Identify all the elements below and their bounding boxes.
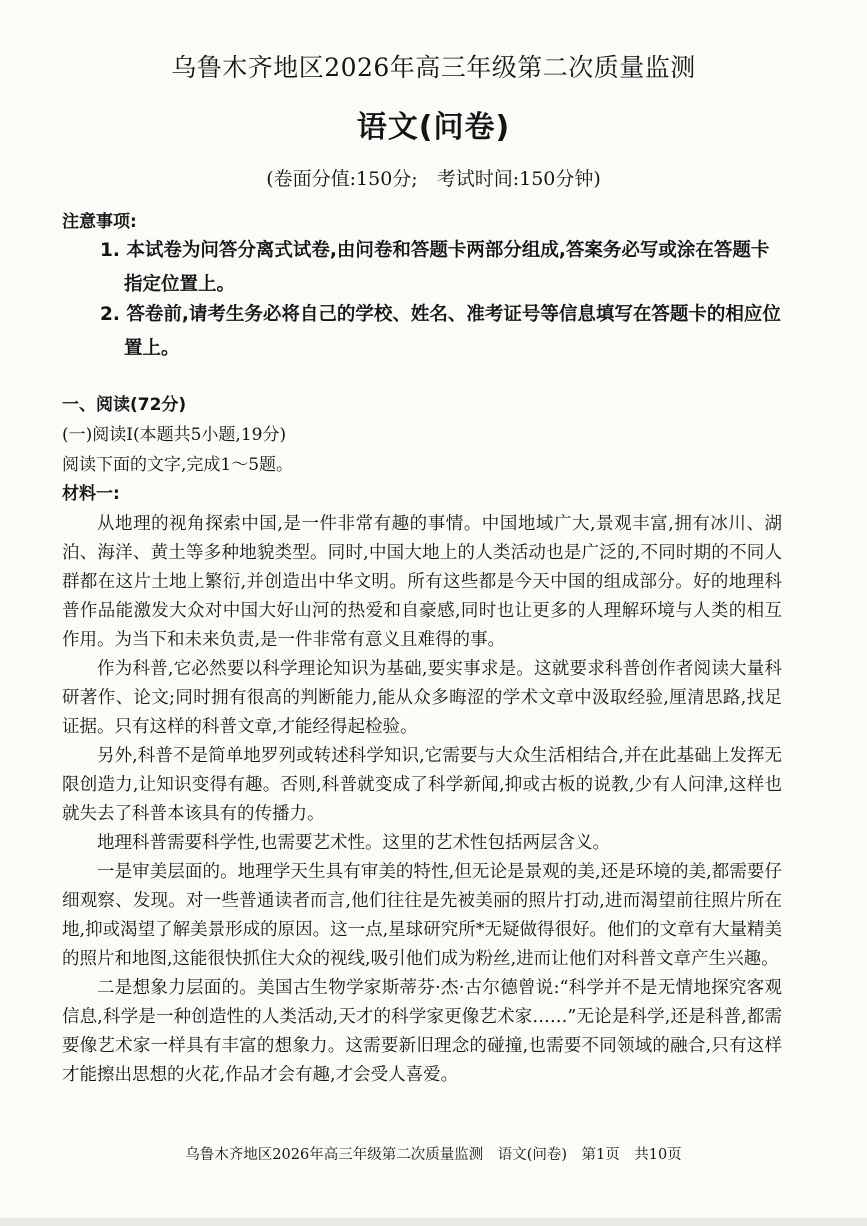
material-label: 材料一:	[62, 484, 120, 504]
paragraph: 从地理的视角探索中国,是一件非常有趣的事情。中国地域广大,景观丰富,拥有冰川、湖泊、海洋、黄土等多种地貌类型。同时,中国大地上的人类活动也是广泛的,不同时期的不同人群都在这片土地上繁衍,并创造出中华文明。所有这些都是今天中国的组成部分。好的地理科普作品能激发大众对中国大好山河的热爱和自豪感,同时也让更多的人理解环境与人类的相互作用。为当下和未来负责,是一件非常有意义且难得的事。	[62, 514, 782, 650]
paragraph: 地理科普需要科学性,也需要艺术性。这里的艺术性包括两层含义。	[97, 833, 611, 853]
notice-item-1: 1. 本试卷为问答分离式试卷,由问卷和答题卡两部分组成,答案务必写或涂在答题卡指定位置上。	[100, 240, 770, 295]
part-title: 一、阅读(72分)	[62, 395, 187, 415]
scan-edge	[0, 1218, 867, 1226]
paragraph: 二是想象力层面的。美国古生物学家斯蒂芬·杰·古尔德曾说:“科学并不是无情地探究客观信息,科学是一种创造性的人类活动,天才的科学家更像艺术家……”无论是科学,还是科普,都需要像艺术家一样具有丰富的想象力。这需要新旧理念的碰撞,也需要不同领域的融合,只有这样才能擦出思想的火花,作品才会有趣,才会受人喜爱。	[62, 978, 782, 1085]
exam-title: 乌鲁木齐地区2026年高三年级第二次质量监测	[171, 53, 696, 82]
page-footer: 乌鲁木齐地区2026年高三年级第二次质量监测 语文(问卷) 第1页 共10页	[185, 1147, 682, 1163]
material-body	[62, 510, 782, 1090]
notice-heading: 注意事项:	[62, 212, 137, 232]
paragraph: 一是审美层面的。地理学天生具有审美的特性,但无论是景观的美,还是环境的美,都需要仔细观察、发现。对一些普通读者而言,他们往往是先被美丽的照片打动,进而渴望前往照片所在地,抑或渴望了解美景形成的原因。这一点,星球研究所*无疑做得很好。他们的文章有大量精美的照片和地图,这能很快抓住大众的视线,吸引他们成为粉丝,进而让他们对科普文章产生兴趣。	[62, 862, 782, 969]
instruction: 阅读下面的文字,完成1～5题。	[62, 455, 294, 475]
subject-title: 语文(问卷)	[356, 110, 511, 145]
sub-title: (一)阅读Ⅰ(本题共5小题,19分)	[62, 425, 287, 445]
notice-item-2: 2. 答卷前,请考生务必将自己的学校、姓名、准考证号等信息填写在答题卡的相应位置上。	[100, 304, 781, 359]
paragraph: 另外,科普不是简单地罗列或转述科学知识,它需要与大众生活相结合,并在此基础上发挥无限创造力,让知识变得有趣。否则,科普就变成了科学新闻,抑或古板的说教,少有人问津,这样也就失去了科普本该具有的传播力。	[62, 746, 782, 824]
exam-meta: (卷面分值:150分; 考试时间:150分钟)	[266, 168, 601, 190]
paragraph: 作为科普,它必然要以科学理论知识为基础,要实事求是。这就要求科普创作者阅读大量科研著作、论文;同时拥有很高的判断能力,能从众多晦涩的学术文章中汲取经验,厘清思路,找足证据。只有这样的科普文章,才能经得起检验。	[62, 659, 782, 737]
